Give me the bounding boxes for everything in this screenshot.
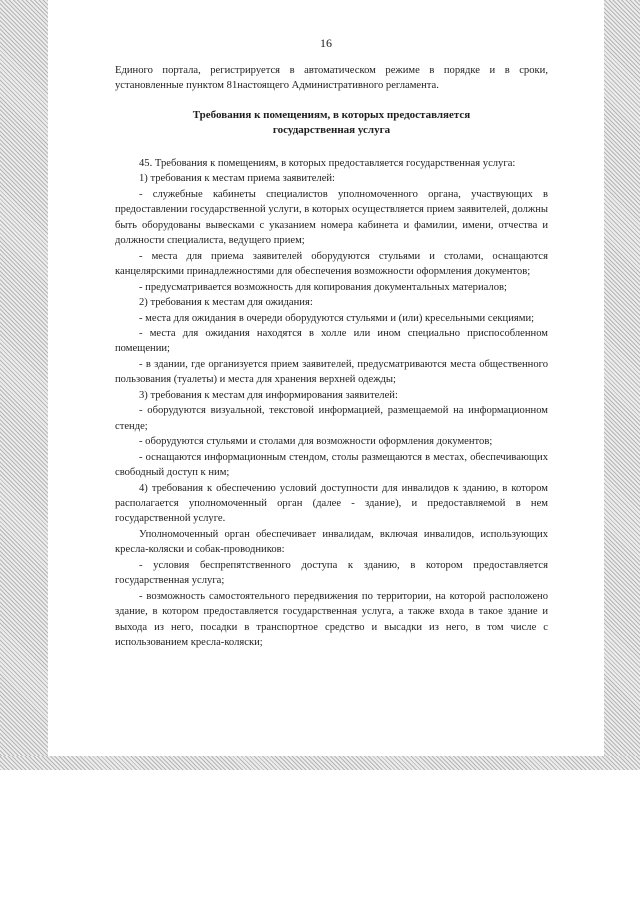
paragraph-info-access: - оснащаются информационным стендом, столы размещаются в местах, обеспечивающих свободный доступ к ним; xyxy=(115,451,548,479)
scan-border-bottom xyxy=(0,756,640,770)
paragraph-info-stand: - оборудуются визуальной, текстовой информацией, размещаемой на информационном стенде; xyxy=(115,405,548,432)
body-text xyxy=(115,156,548,651)
continuation-paragraph: Единого портала, регистрируется в автоматическом режиме в порядке и в сроки, установленные пунктом 81настоящего Административного регламента. xyxy=(115,65,548,92)
paragraph-45-intro: 45. Требования к помещениям, в которых предоставляется государственная услуга: xyxy=(139,158,516,169)
paragraph-offices-signage: - служебные кабинеты специалистов уполномоченного органа, участвующих в предоставлении государственной услуги, в которых осуществляется прием заявителей, должны быть оборудованы вывесками с указанием номера кабинета и фамилии, имени, отчества и должности специалиста, ведущего прием; xyxy=(115,188,548,247)
paragraph-waiting-heading: 2) требования к местам для ожидания: xyxy=(139,297,313,309)
section-heading xyxy=(115,108,548,138)
paragraph-info-furniture: - оборудуются стульями и столами для возможности оформления документов; xyxy=(139,436,493,448)
paragraph-accessibility-heading: 4) требования к обеспечению условий доступности для инвалидов к зданию, в котором располагается уполномоченный орган (далее - здание), и предоставляемой в нем государственной услуге. xyxy=(115,482,548,525)
paragraph-info-heading: 3) требования к местам для информирования заявителей: xyxy=(139,389,398,401)
paragraph-disabled-provision: Уполномоченный орган обеспечивает инвалидам, включая инвалидов, использующих кресла-коляски и собак-проводников: xyxy=(115,528,548,556)
scan-border-left xyxy=(0,0,48,768)
paragraph-barrier-free-access: - условия беспрепятственного доступа к зданию, в котором предоставляется государственная услуга; xyxy=(115,559,548,587)
paragraph-waiting-hall: - места для ожидания находятся в холле или ином специально приспособленном помещении; xyxy=(115,327,548,355)
section-heading-line-1: Требования к помещениям, в которых предоставляется xyxy=(192,109,471,121)
page-number: 16 xyxy=(320,36,332,50)
paragraph-reception-furniture: - места для приема заявителей оборудуются стульями и столами, оснащаются канцелярскими принадлежностями для обеспечения возможности оформления документов; xyxy=(115,250,548,278)
paragraph-public-facilities: - в здании, где организуется прием заявителей, предусматриваются места общественного пользования (туалеты) и места для хранения верхней одежды; xyxy=(115,358,548,386)
section-heading-line-2: государственная услуга xyxy=(272,124,391,136)
paragraph-copying: - предусматривается возможность для копирования документальных материалов; xyxy=(139,281,507,293)
paragraph-waiting-seats: - места для ожидания в очереди оборудуются стульями и (или) кресельными секциями; xyxy=(139,312,535,324)
paragraph-reception-heading: 1) требования к местам приема заявителей: xyxy=(139,173,336,185)
scan-border-right xyxy=(604,0,640,768)
paragraph-independent-movement: - возможность самостоятельного передвижения по территории, на которой расположено здание, в котором предоставляется государственная услуга, а также входа в такое здание и выхода из него, посадки в транспортное средство и высадки из него, в том числе с использованием кресла-коляски; xyxy=(115,590,548,649)
